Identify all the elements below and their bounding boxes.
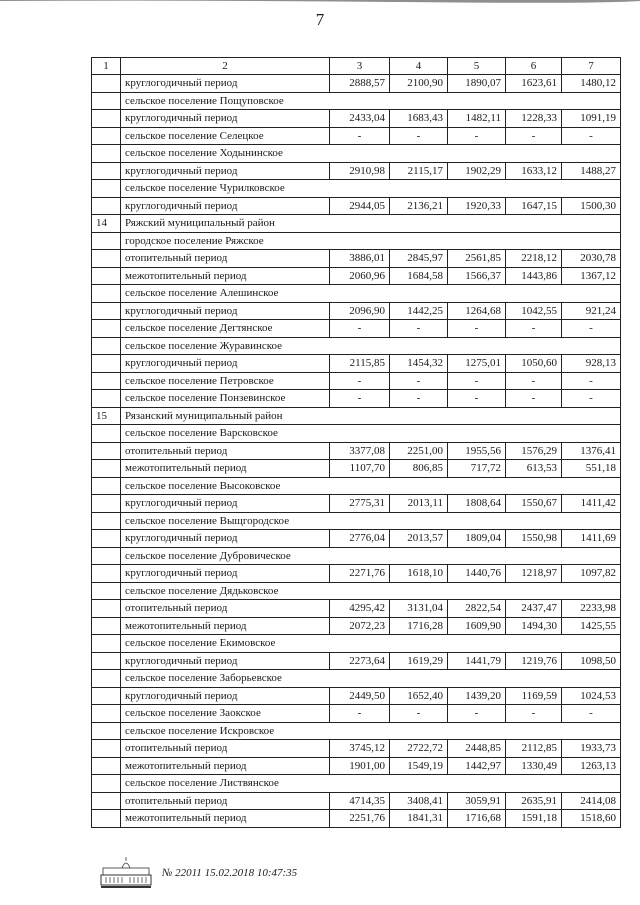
value-cell: - [330,320,390,338]
table-row [92,355,621,373]
value-cell: 2845,97 [390,250,448,268]
row-number-cell [92,180,121,198]
row-number-cell [92,372,121,390]
row-name-cell: Ряжский муниципальный район [121,215,621,233]
row-number-cell [92,670,121,688]
value-cell: 1440,76 [448,565,506,583]
value-cell: - [448,390,506,408]
footer-stamp-text [162,867,297,879]
value-cell: 1549,19 [390,757,448,775]
table-row [92,757,621,775]
table-row [92,285,621,303]
value-cell: - [506,320,562,338]
value-cell: - [562,127,621,145]
table-row [92,775,621,793]
value-cell: - [562,390,621,408]
row-name-cell: сельское поселение Петровское [121,372,330,390]
value-cell: 717,72 [448,460,506,478]
value-cell: 2233,98 [562,600,621,618]
row-number-cell [92,232,121,250]
value-cell: 1683,43 [390,110,448,128]
value-cell: 1550,98 [506,530,562,548]
value-cell: 2013,11 [390,495,448,513]
row-name-cell: круглогодичный период [121,197,330,215]
row-name-cell: сельское поселение Дегтянское [121,320,330,338]
value-cell: - [390,390,448,408]
row-number-cell [92,582,121,600]
value-cell: 921,24 [562,302,621,320]
table-row [92,92,621,110]
value-cell: 2060,96 [330,267,390,285]
value-cell: 1500,30 [562,197,621,215]
row-number-cell [92,635,121,653]
table-row [92,530,621,548]
row-name-cell: круглогодичный период [121,75,330,93]
value-cell: 1091,19 [562,110,621,128]
value-cell: 4714,35 [330,792,390,810]
row-name-cell: сельское поселение Дядьковское [121,582,621,600]
value-cell: 2437,47 [506,600,562,618]
value-cell: 1330,49 [506,757,562,775]
row-name-cell: круглогодичный период [121,687,330,705]
row-name-cell: круглогодичный период [121,495,330,513]
row-number-cell [92,285,121,303]
table-row [92,687,621,705]
value-cell: 1809,04 [448,530,506,548]
value-cell: 1218,97 [506,565,562,583]
table-row [92,320,621,338]
row-name-cell: круглогодичный период [121,355,330,373]
value-cell: 1902,29 [448,162,506,180]
value-cell: 2722,72 [390,740,448,758]
table-row [92,652,621,670]
row-name-cell: круглогодичный период [121,302,330,320]
value-cell: - [506,127,562,145]
value-cell: 1439,20 [448,687,506,705]
row-number-cell [92,320,121,338]
row-name-cell: круглогодичный период [121,110,330,128]
value-cell: - [330,705,390,723]
table-row [92,162,621,180]
value-cell: 1609,90 [448,617,506,635]
value-cell: 1264,68 [448,302,506,320]
row-number-cell: 15 [92,407,121,425]
value-cell: 1454,32 [390,355,448,373]
value-cell: 1107,70 [330,460,390,478]
row-name-cell: сельское поселение Чурилковское [121,180,621,198]
value-cell: 1228,33 [506,110,562,128]
row-name-cell: сельское поселение Алешинское [121,285,621,303]
value-cell: 1591,18 [506,810,562,828]
value-cell: 3886,01 [330,250,390,268]
value-cell: 1841,31 [390,810,448,828]
header-cell: 4 [390,58,448,75]
value-cell: - [330,127,390,145]
table-row [92,740,621,758]
doc-number: № 22011 [162,867,202,879]
row-name-cell: сельское поселение Листвянское [121,775,621,793]
value-cell: 1042,55 [506,302,562,320]
row-number-cell [92,302,121,320]
row-number-cell: 14 [92,215,121,233]
value-cell: 1169,59 [506,687,562,705]
row-number-cell [92,390,121,408]
value-cell: - [330,372,390,390]
row-name-cell: межотопительный период [121,460,330,478]
value-cell: 4295,42 [330,600,390,618]
value-cell: - [562,372,621,390]
row-name-cell: сельское поселение Пощуповское [121,92,621,110]
value-cell: 2449,50 [330,687,390,705]
table-row [92,600,621,618]
value-cell: 2448,85 [448,740,506,758]
value-cell: 2775,31 [330,495,390,513]
value-cell: 1411,69 [562,530,621,548]
value-cell: 2030,78 [562,250,621,268]
row-name-cell: сельское поселение Селецкое [121,127,330,145]
value-cell: 2218,12 [506,250,562,268]
data-table [91,57,621,828]
row-number-cell [92,162,121,180]
value-cell: 2944,05 [330,197,390,215]
row-number-cell [92,267,121,285]
row-number-cell [92,110,121,128]
row-number-cell [92,75,121,93]
table-row [92,810,621,828]
value-cell: 1411,42 [562,495,621,513]
table-row [92,617,621,635]
row-number-cell [92,92,121,110]
table-row [92,792,621,810]
value-cell: - [448,320,506,338]
row-number-cell [92,652,121,670]
value-cell: - [448,705,506,723]
row-name-cell: круглогодичный период [121,652,330,670]
header-cell: 6 [506,58,562,75]
value-cell: 1024,53 [562,687,621,705]
row-name-cell: межотопительный период [121,617,330,635]
table-header-row [92,58,621,75]
value-cell: 1443,86 [506,267,562,285]
value-cell: 551,18 [562,460,621,478]
row-number-cell [92,250,121,268]
value-cell: 1442,97 [448,757,506,775]
value-cell: 2561,85 [448,250,506,268]
value-cell: 1808,64 [448,495,506,513]
value-cell: 3059,91 [448,792,506,810]
value-cell: 1576,29 [506,442,562,460]
value-cell: - [390,372,448,390]
value-cell: - [330,390,390,408]
row-name-cell: Рязанский муниципальный район [121,407,621,425]
row-number-cell [92,512,121,530]
row-number-cell [92,127,121,145]
value-cell: - [390,705,448,723]
row-number-cell [92,337,121,355]
value-cell: - [448,372,506,390]
row-number-cell [92,722,121,740]
value-cell: 1618,10 [390,565,448,583]
value-cell: 1488,27 [562,162,621,180]
table-row [92,442,621,460]
value-cell: 1367,12 [562,267,621,285]
scan-edge-artifact [0,0,640,6]
row-name-cell: отопительный период [121,792,330,810]
header-cell: 1 [92,58,121,75]
row-name-cell: отопительный период [121,250,330,268]
value-cell: 2100,90 [390,75,448,93]
value-cell: 2115,85 [330,355,390,373]
table-row [92,425,621,443]
value-cell: 1623,61 [506,75,562,93]
value-cell: 2013,57 [390,530,448,548]
value-cell: 1482,11 [448,110,506,128]
table-row [92,390,621,408]
value-cell: 3131,04 [390,600,448,618]
row-name-cell: круглогодичный период [121,162,330,180]
value-cell: 1442,25 [390,302,448,320]
value-cell: 2776,04 [330,530,390,548]
table-row [92,180,621,198]
value-cell: - [562,320,621,338]
row-number-cell [92,565,121,583]
value-cell: 2136,21 [390,197,448,215]
registry-stamp-logo [100,855,152,889]
row-number-cell [92,460,121,478]
table-row [92,302,621,320]
value-cell: 1550,67 [506,495,562,513]
row-name-cell: сельское поселение Ходынинское [121,145,621,163]
row-number-cell [92,145,121,163]
table-row [92,250,621,268]
row-number-cell [92,740,121,758]
row-number-cell [92,757,121,775]
table-row [92,722,621,740]
table-row [92,337,621,355]
value-cell: - [506,705,562,723]
value-cell: 2096,90 [330,302,390,320]
row-number-cell [92,495,121,513]
row-number-cell [92,792,121,810]
row-name-cell: сельское поселение Искровское [121,722,621,740]
value-cell: 3377,08 [330,442,390,460]
table-row [92,75,621,93]
value-cell: 1890,07 [448,75,506,93]
table-row [92,267,621,285]
header-cell: 7 [562,58,621,75]
value-cell: 2822,54 [448,600,506,618]
value-cell: 1441,79 [448,652,506,670]
row-number-cell [92,197,121,215]
value-cell: 2635,91 [506,792,562,810]
table-row [92,512,621,530]
row-number-cell [92,705,121,723]
doc-datetime: 15.02.2018 10:47:35 [204,867,298,879]
value-cell: 1097,82 [562,565,621,583]
table-row [92,547,621,565]
row-name-cell: межотопительный период [121,757,330,775]
row-name-cell: межотопительный период [121,267,330,285]
value-cell: 2072,23 [330,617,390,635]
value-cell: 1376,41 [562,442,621,460]
value-cell: - [448,127,506,145]
value-cell: 1652,40 [390,687,448,705]
value-cell: 3408,41 [390,792,448,810]
header-cell: 3 [330,58,390,75]
value-cell: 1647,15 [506,197,562,215]
row-name-cell: сельское поселение Журавинское [121,337,621,355]
row-name-cell: отопительный период [121,442,330,460]
value-cell: - [390,320,448,338]
value-cell: 928,13 [562,355,621,373]
row-name-cell: городское поселение Ряжское [121,232,621,250]
table-row [92,110,621,128]
value-cell: 806,85 [390,460,448,478]
row-name-cell: сельское поселение Варсковское [121,425,621,443]
row-name-cell: круглогодичный период [121,530,330,548]
row-name-cell: отопительный период [121,600,330,618]
value-cell: 2414,08 [562,792,621,810]
table-row [92,565,621,583]
table-row [92,635,621,653]
value-cell: 3745,12 [330,740,390,758]
table-row [92,232,621,250]
value-cell: 1633,12 [506,162,562,180]
value-cell: 2910,98 [330,162,390,180]
value-cell: - [562,705,621,723]
table-row [92,407,621,425]
value-cell: 2433,04 [330,110,390,128]
header-cell: 2 [121,58,330,75]
value-cell: - [390,127,448,145]
row-name-cell: сельское поселение Заокское [121,705,330,723]
header-cell: 5 [448,58,506,75]
value-cell: 1098,50 [562,652,621,670]
value-cell: 1263,13 [562,757,621,775]
row-number-cell [92,600,121,618]
table-row [92,215,621,233]
row-number-cell [92,477,121,495]
table-row [92,127,621,145]
row-name-cell: отопительный период [121,740,330,758]
value-cell: 1275,01 [448,355,506,373]
row-name-cell: круглогодичный период [121,565,330,583]
value-cell: 1920,33 [448,197,506,215]
value-cell: 1494,30 [506,617,562,635]
value-cell: 1619,29 [390,652,448,670]
document-footer [100,855,360,891]
value-cell: 1050,60 [506,355,562,373]
value-cell: - [506,390,562,408]
table-row [92,460,621,478]
table-row [92,495,621,513]
value-cell: 1684,58 [390,267,448,285]
row-name-cell: сельское поселение Дубровичеcкое [121,547,621,565]
value-cell: 613,53 [506,460,562,478]
table-row [92,372,621,390]
row-number-cell [92,617,121,635]
row-number-cell [92,442,121,460]
row-number-cell [92,425,121,443]
row-name-cell: сельское поселение Высоковское [121,477,621,495]
row-number-cell [92,355,121,373]
row-name-cell: сельское поселение Екимовское [121,635,621,653]
table-row [92,145,621,163]
value-cell: 1425,55 [562,617,621,635]
row-name-cell: сельское поселение Заборьевское [121,670,621,688]
value-cell: 1566,37 [448,267,506,285]
row-number-cell [92,530,121,548]
row-number-cell [92,687,121,705]
table-row [92,582,621,600]
value-cell: 2271,76 [330,565,390,583]
row-number-cell [92,547,121,565]
row-number-cell [92,775,121,793]
value-cell: 2115,17 [390,162,448,180]
value-cell: 1480,12 [562,75,621,93]
value-cell: 1518,60 [562,810,621,828]
page-number: 7 [315,10,325,29]
table-row [92,705,621,723]
value-cell: 1955,56 [448,442,506,460]
value-cell: 2251,76 [330,810,390,828]
value-cell: 2251,00 [390,442,448,460]
row-name-cell: сельское поселение Выщгородское [121,512,621,530]
value-cell: 2112,85 [506,740,562,758]
row-name-cell: межотопительный период [121,810,330,828]
value-cell: 2273,64 [330,652,390,670]
table-row [92,197,621,215]
value-cell: 2888,57 [330,75,390,93]
value-cell: 1716,68 [448,810,506,828]
value-cell: - [506,372,562,390]
table-row [92,670,621,688]
value-cell: 1933,73 [562,740,621,758]
value-cell: 1716,28 [390,617,448,635]
value-cell: 1901,00 [330,757,390,775]
row-number-cell [92,810,121,828]
row-name-cell: сельское поселение Понзевинское [121,390,330,408]
table-row [92,477,621,495]
value-cell: 1219,76 [506,652,562,670]
